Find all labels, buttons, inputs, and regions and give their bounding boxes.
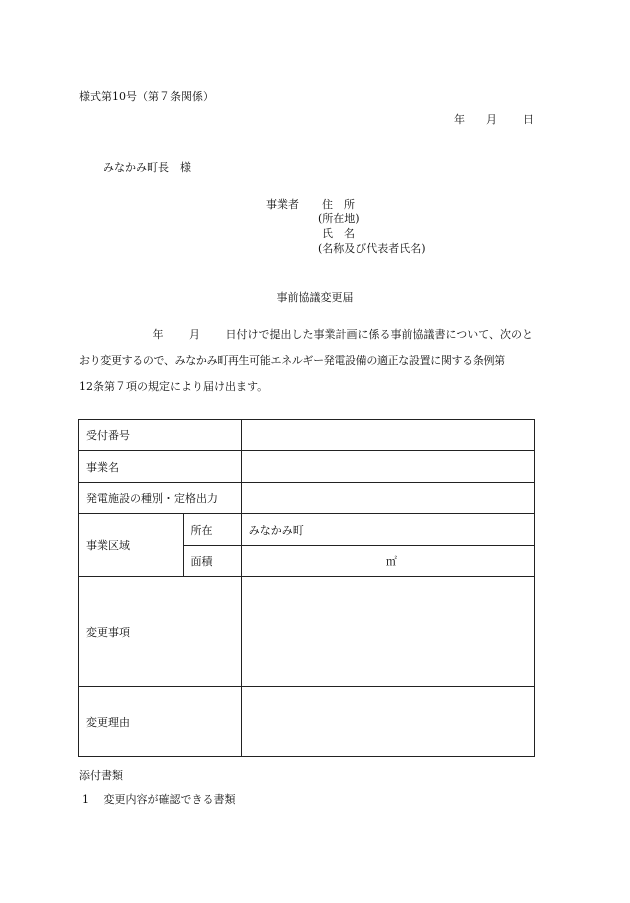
area-field[interactable]: [241, 546, 534, 577]
table-row: [79, 420, 535, 451]
applicant-name-sub: (名称及び代表者氏名): [318, 242, 426, 255]
date-day: 日: [523, 113, 534, 126]
reception-number-field[interactable]: [241, 420, 534, 451]
attachments-heading: 添付書類: [79, 769, 123, 782]
addressee: みなかみ町長 様: [103, 161, 191, 174]
project-name-label: 事業名: [79, 451, 242, 483]
body-line1: 日付けで提出した事業計画に係る事前協議書について、次のと: [225, 328, 534, 341]
document-title: 事前協議変更届: [276, 291, 354, 304]
table-row: [79, 451, 535, 483]
applicant-label: 事業者: [266, 198, 299, 211]
change-reason-field[interactable]: [241, 687, 534, 757]
body-paragraph: [79, 322, 549, 400]
location-label: 所在: [183, 514, 241, 546]
change-reason-label: 変更理由: [79, 687, 242, 757]
applicant-address-sub: (所在地): [318, 212, 360, 225]
facility-type-output-label: 発電施設の種別・定格出力: [79, 483, 242, 514]
body-year: 年: [152, 328, 164, 341]
attachment-item: 1 変更内容が確認できる書類: [82, 793, 236, 806]
reception-number-label: 受付番号: [79, 420, 242, 451]
applicant-name-label: 氏 名: [322, 227, 355, 240]
table-row: [79, 687, 535, 757]
table-row: [79, 577, 535, 687]
table-row: [79, 483, 535, 514]
project-area-label: 事業区域: [79, 514, 184, 577]
date-year: 年: [454, 113, 465, 126]
change-items-field[interactable]: [241, 577, 534, 687]
table-row: [79, 514, 535, 546]
facility-type-output-field[interactable]: [241, 483, 534, 514]
area-unit: ㎡: [385, 555, 397, 568]
location-value[interactable]: みなかみ町: [241, 514, 534, 546]
body-line2: おり変更するので、みなかみ町再生可能エネルギー発電設備の適正な設置に関する条例第: [79, 354, 505, 367]
area-label: 面積: [183, 546, 241, 577]
date-month: 月: [486, 113, 497, 126]
change-items-label: 変更事項: [79, 577, 242, 687]
change-notification-table: [78, 419, 535, 757]
body-month: 月: [189, 328, 200, 341]
applicant-address-label: 住 所: [322, 198, 355, 211]
form-number: 様式第10号（第７条関係）: [79, 90, 214, 103]
body-line3: 12条第７項の規定により届け出ます。: [79, 380, 269, 393]
project-name-field[interactable]: [241, 451, 534, 483]
